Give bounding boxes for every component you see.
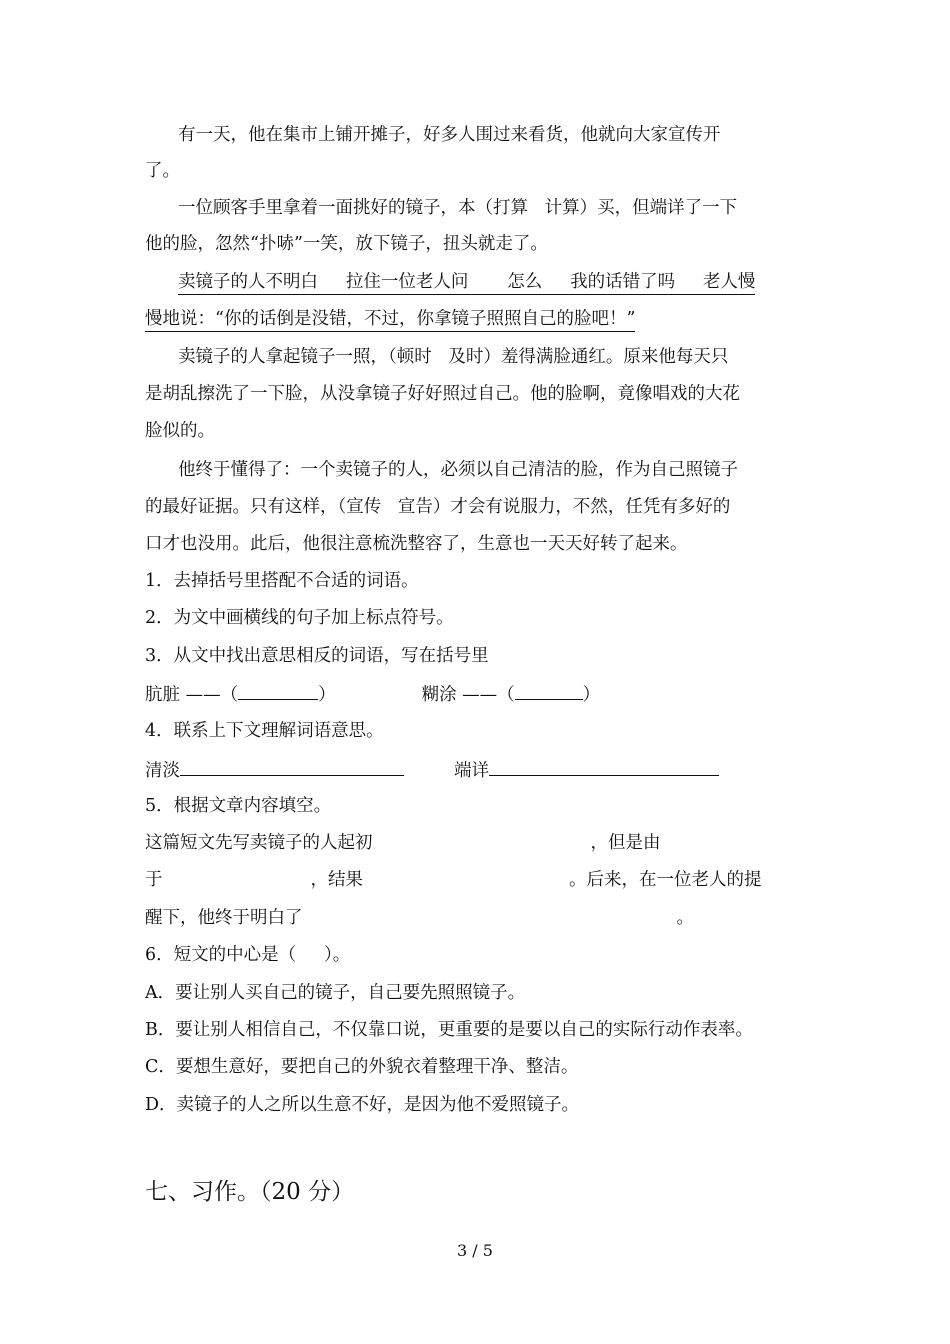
- term-duanxiang: 端详: [454, 761, 489, 781]
- fill-text-3b: 。: [676, 908, 694, 928]
- section-heading-composition: 七、习作。（20 分）: [145, 1179, 355, 1205]
- question-5: 5．根据文章内容填空。: [145, 796, 332, 816]
- antonym-close-a: ）: [318, 685, 336, 705]
- underlined-sentence-text-1: 卖镜子的人不明白 拉住一位老人问 怎么 我的话错了吗 老人慢: [178, 272, 755, 295]
- question-1: 1．去掉括号里搭配不合适的词语。: [145, 571, 419, 591]
- question-6: 6．短文的中心是（ ）。: [145, 945, 351, 965]
- option-d[interactable]: D．卖镜子的人之所以生意不好，是因为他不爱照镜子。: [145, 1095, 580, 1115]
- story-paragraph-4-line-1: 卖镜子的人拿起镜子一照，（顿时 及时）羞得满脸通红。原来他每天只: [178, 347, 729, 367]
- question-5-line-2: [145, 868, 805, 892]
- option-a[interactable]: A．要让别人买自己的镜子，自己要先照照镜子。: [145, 983, 526, 1003]
- term-qingdan: 清淡: [145, 761, 180, 781]
- story-paragraph-5-line-3: 口才也没用。此后，他很注意梳洗整容了，生意也一天天好转了起来。: [145, 534, 688, 554]
- fill-text-2c: 。后来，在一位老人的提: [569, 870, 762, 890]
- meaning-blank-duanxiang[interactable]: [489, 757, 719, 776]
- story-paragraph-2-line-1: 一位顾客手里拿着一面挑好的镜子，本（打算 计算）买，但端详了一下: [178, 198, 738, 218]
- question-5-line-3: [145, 906, 805, 930]
- question-5-line-1: [145, 831, 805, 855]
- fill-text-1a: 这篇短文先写卖镜子的人起初: [145, 833, 373, 853]
- story-paragraph-1-line-2: 了。: [145, 161, 180, 181]
- question-3-answer-row: [145, 681, 805, 707]
- question-4: 4．联系上下文理解词语意思。: [145, 721, 384, 741]
- fill-text-1b: ，但是由: [590, 833, 661, 853]
- underlined-sentence-line-2: [145, 307, 805, 331]
- underlined-sentence-text-2: 慢地说：“你的话倒是没错，不过，你拿镜子照照自己的脸吧！”: [145, 309, 635, 332]
- option-b[interactable]: B．要让别人相信自己，不仅靠口说，更重要的是要以自己的实际行动作表率。: [145, 1020, 753, 1040]
- story-paragraph-4-line-3: 脸似的。: [145, 421, 215, 441]
- antonym-close-b: ）: [582, 685, 601, 705]
- story-paragraph-1-line-1: 有一天，他在集市上铺开摊子，好多人围过来看货，他就向大家宣传开: [178, 125, 721, 145]
- question-2: 2．为文中画横线的句子加上标点符号。: [145, 608, 454, 628]
- meaning-blank-qingdan[interactable]: [180, 757, 404, 776]
- fill-text-2a: 于: [145, 870, 163, 890]
- page-number: 3 / 5: [457, 1241, 493, 1260]
- antonym-prompt-b: 糊涂 ——（: [421, 685, 515, 705]
- antonym-blank-b[interactable]: [515, 681, 583, 700]
- story-paragraph-5-line-1: 他终于懂得了：一个卖镜子的人，必须以自己清洁的脸，作为自己照镜子: [178, 460, 738, 480]
- antonym-prompt-a: 肮脏 ——（: [145, 685, 239, 705]
- fill-text-3a: 醒下，他终于明白了: [145, 908, 303, 928]
- underlined-sentence-line-1: [178, 270, 838, 294]
- fill-text-2b: ，结果: [310, 870, 363, 890]
- antonym-blank-a[interactable]: [238, 681, 318, 700]
- story-paragraph-4-line-2: 是胡乱擦洗了一下脸，从没拿镜子好好照过自己。他的脸啊，竟像唱戏的大花: [145, 384, 740, 404]
- story-paragraph-2-line-2: 他的脸，忽然“扑哧”一笑，放下镜子，扭头就走了。: [145, 234, 548, 254]
- question-4-answer-row: [145, 757, 805, 783]
- story-paragraph-5-line-2: 的最好证据。只有这样，（宣传 宣告）才会有说服力，不然，任凭有多好的: [145, 497, 731, 517]
- question-3: 3．从文中找出意思相反的词语，写在括号里: [145, 646, 489, 666]
- option-c[interactable]: C．要想生意好，要把自己的外貌衣着整理干净、整洁。: [145, 1057, 579, 1077]
